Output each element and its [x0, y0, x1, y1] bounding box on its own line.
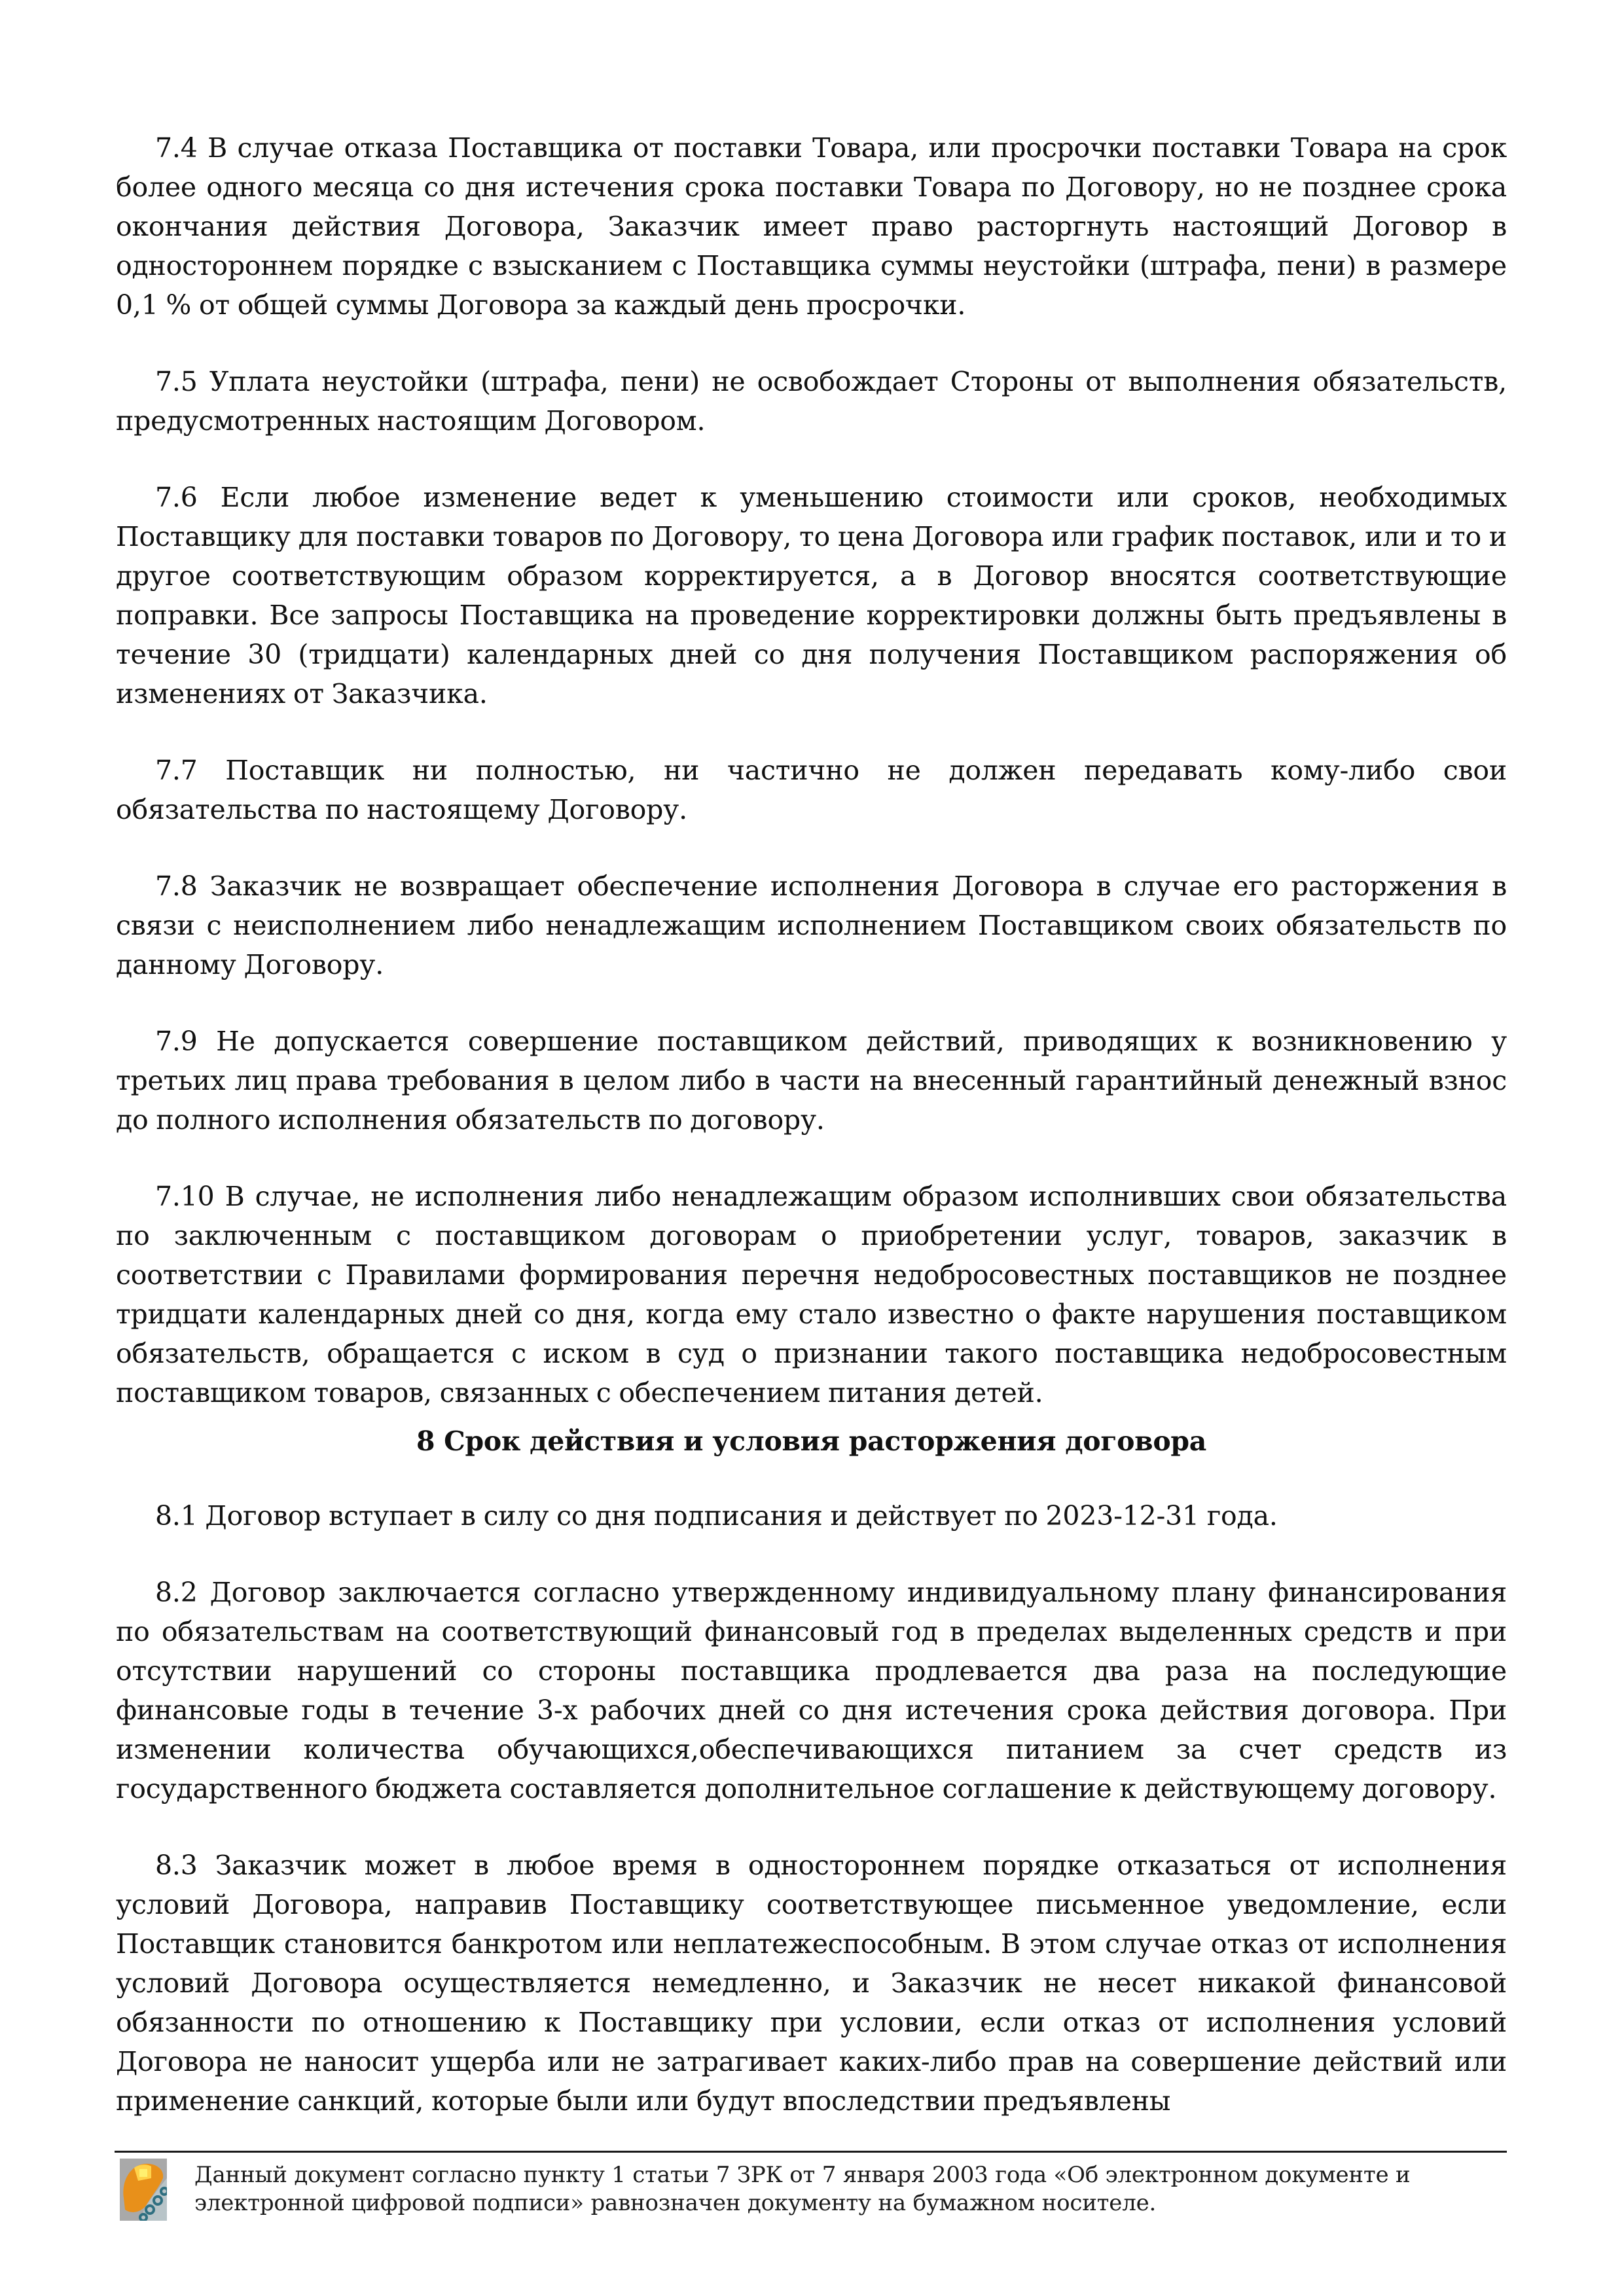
footer-body [115, 2159, 1507, 2221]
clause-7-5: 7.5 Уплата неустойки (штрафа, пени) не освобождает Стороны от выполнения обязательств, предусмотренных настоящим Договором. [116, 366, 1507, 437]
clause-7-9: 7.9 Не допускается совершение поставщиком действий, приводящих к возникновению у третьих лиц права требования в целом либо в части на внесенный гарантийный денежный взнос до полного исполнения обязательств по договору. [116, 1026, 1507, 1136]
footer-legal-notice [194, 2161, 1410, 2217]
footer-divider [115, 2151, 1507, 2153]
clause-7-7: 7.7 Поставщик ни полностью, ни частично не должен передавать кому-либо свои обязательства по настоящему Договору. [116, 755, 1507, 825]
clause-7-6: 7.6 Если любое изменение ведет к уменьшению стоимости или сроков, необходимых Поставщику для поставки товаров по Договору, то цена Договора или график поставок, или и то и другое соответствующим образом корректируется, а в Договор вносятся соответствующие поправки. Все запросы Поставщика на проведение корректировки должны быть предъявлены в течение 30 (тридцати) календарных дней со дня получения Поставщиком распоряжения об изменениях от Заказчика. [116, 482, 1507, 709]
section-8-heading: 8 Срок действия и условия расторжения договора [416, 1426, 1207, 1457]
page-footer [115, 2151, 1507, 2221]
document-page [116, 128, 1507, 2158]
clause-7-10: 7.10 В случае, не исполнения либо ненадлежащим образом исполнивших свои обязательства по заключенным с поставщиком договорам о приобретении услуг, товаров, заказчик в соответствии с Правилами формирования перечня недобросовестных поставщиков не позднее тридцати календарных дней со дня, когда ему стало известно о факте нарушения поставщиком обязательств, обращается с иском в суд о признании такого поставщика недобросовестным поставщиком товаров, связанных с обеспечением питания детей. [116, 1181, 1507, 1408]
clause-8-3: 8.3 Заказчик может в любое время в одностороннем порядке отказаться от исполнения условий Договора, направив Поставщику соответствующее письменное уведомление, если Поставщик становится банкротом или неплатежеспособным. В этом случае отказ от исполнения условий Договора осуществляется немедленно, и Заказчик не несет никакой финансовой обязанности по отношению к Поставщику при условии, если отказ от исполнения условий Договора не наносит ущерба или не затрагивает каких-либо прав на совершение действий или применение санкций, которые были или будут впоследствии предъявлены [116, 1850, 1507, 2117]
footer-line-2: электронной цифровой подписи» равнозначен документу на бумажном носителе. [194, 2190, 1157, 2216]
clause-7-4: 7.4 В случае отказа Поставщика от поставки Товара, или просрочки поставки Товара на срок более одного месяца со дня истечения срока поставки Товара по Договору, но не позднее срока окончания действия Договора, Заказчик имеет право расторгнуть настоящий Договор в одностороннем порядке с взысканием с Поставщика суммы неустойки (штрафа, пени) в размере 0,1 % от общей суммы Договора за каждый день просрочки. [116, 132, 1507, 321]
clause-7-8: 7.8 Заказчик не возвращает обеспечение исполнения Договора в случае его расторжения в связи с неисполнением либо ненадлежащим исполнением Поставщиком своих обязательств по данному Договору. [116, 870, 1507, 980]
footer-line-1: Данный документ согласно пункту 1 статьи 7 ЗРК от 7 января 2003 года «Об электронном документе и [194, 2162, 1411, 2188]
clause-8-1: 8.1 Договор вступает в силу со дня подписания и действует по 2023-12-31 года. [155, 1500, 1278, 1532]
clause-8-2: 8.2 Договор заключается согласно утвержденному индивидуальному плану финансирования по обязательствам на соответствующий финансовый год в пределах выделенных средств и при отсутствии нарушений со стороны поставщика продлевается два раза на последующие финансовые годы в течение 3-х рабочих дней со дня истечения срока действия договора. При изменении количества обучающихся,обеспечивающихся питанием за счет средств из государственного бюджета составляется дополнительное соглашение к действующему договору. [116, 1577, 1507, 1804]
e-signature-seal-icon [120, 2159, 167, 2221]
